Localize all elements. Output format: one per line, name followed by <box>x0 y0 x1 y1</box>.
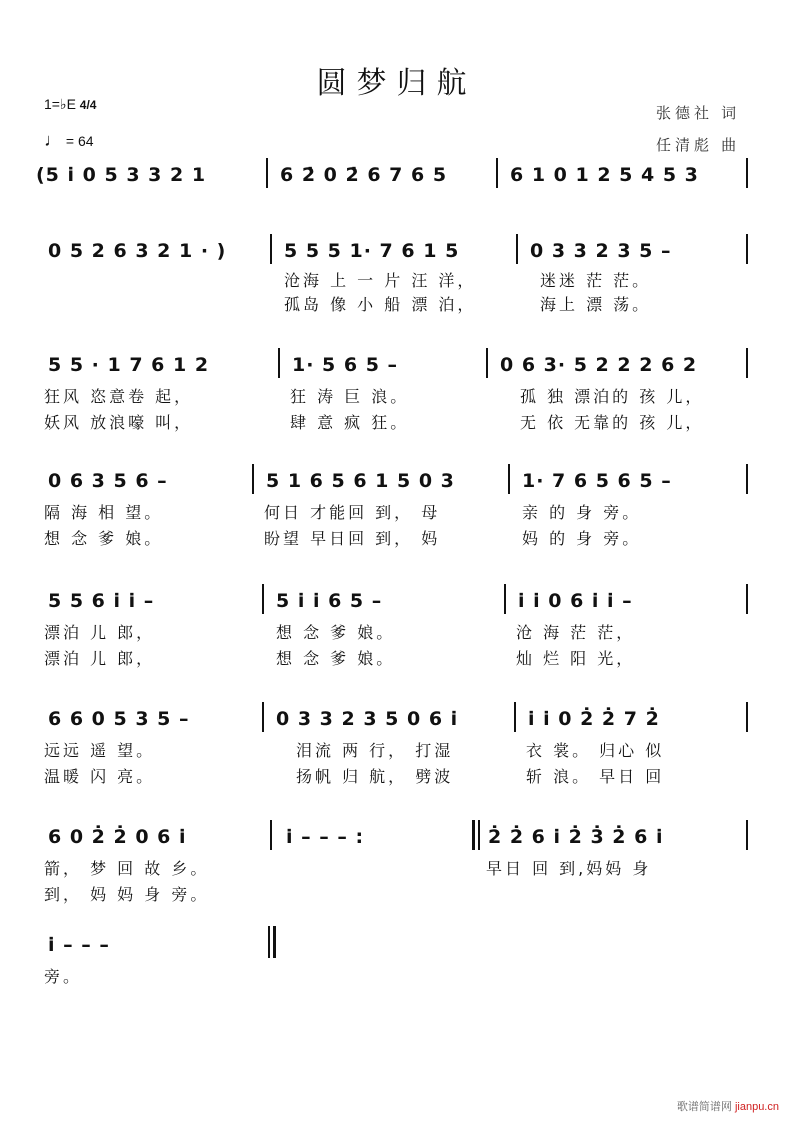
barline <box>508 464 510 494</box>
lyric-verse-2: 无 依 无靠的 孩 儿， <box>520 413 705 432</box>
lyric-verse-1: 何日 才能回 到， 母 <box>264 503 441 522</box>
lyric-verse-2: 灿 烂 阳 光， <box>516 649 636 668</box>
barline <box>746 584 748 614</box>
lyric-verse-2: 想 念 爹 娘。 <box>44 529 164 548</box>
lyric-verse-2: 温暖 闪 亮。 <box>44 767 156 786</box>
lyric-verse-1: 沧海 上 一 片 汪 洋， <box>284 271 477 290</box>
time-signature: 4/4 <box>79 98 97 112</box>
lyric-verse-1: 沧 海 茫 茫， <box>516 623 636 642</box>
lyricist-credit: 张德社 词 <box>656 105 741 122</box>
measure: (5 i̇ 0 5 3 3 2 1 <box>36 164 207 186</box>
lyric-verse-2: 妈 的 身 旁。 <box>522 529 642 548</box>
measure: 5 5 5 1· 7 6 1 5 <box>284 240 460 262</box>
barline <box>746 158 748 188</box>
barline <box>266 158 268 188</box>
lyric-verse-1: 亲 的 身 旁。 <box>522 503 642 522</box>
barline <box>746 820 748 850</box>
watermark <box>677 1098 779 1114</box>
tempo-value: = 64 <box>65 133 94 149</box>
measure: 5 i̇ i̇ 6 5 – <box>276 590 383 612</box>
measure: 6 2̇ 0 2̇ 6 7 6 5 <box>280 164 448 186</box>
lyric-verse-1: 孤 独 漂泊的 孩 儿， <box>520 387 705 406</box>
measure: 0 3 3 2 3 5 – <box>530 240 672 262</box>
measure: 5 5 6 i̇ i̇ – <box>48 590 155 612</box>
watermark-site: 歌谱简谱网 <box>676 1101 732 1113</box>
measure: 6 1 0 1 2 5 4 5 3 <box>510 164 699 186</box>
barline <box>746 348 748 378</box>
measure: i̇ i̇ 0 2̇ 2̇ 7 2̇ <box>528 708 660 730</box>
lyric-verse-2: 到， 妈 妈 身 旁。 <box>44 885 210 904</box>
measure: i̇ – – – <box>48 934 110 956</box>
final-barline-thin <box>268 926 270 958</box>
measure: i̇ – – – : <box>286 826 365 848</box>
final-barline-thick <box>273 926 276 958</box>
lyric-verse-1: 箭， 梦 回 故 乡。 <box>44 859 210 878</box>
barline <box>478 820 480 850</box>
lyric-verse-1: 想 念 爹 娘。 <box>276 623 396 642</box>
lyric-verse-1: 狂风 恣意卷 起， <box>44 387 194 406</box>
tempo-marking <box>44 130 94 151</box>
lyric-verse-1: 旁。 <box>44 967 83 986</box>
key-signature <box>44 96 96 113</box>
barline <box>746 464 748 494</box>
measure: 0 6 3· 5 2 2 2 6 2 <box>500 354 698 376</box>
lyric-verse-1: 漂泊 儿 郎， <box>44 623 156 642</box>
lyric-verse-2: 扬帆 归 航， 劈波 <box>296 767 454 786</box>
measure: 6 0 2̇ 2̇ 0 6 i̇ <box>48 826 187 848</box>
lyric-verse-2: 漂泊 儿 郎， <box>44 649 156 668</box>
measure: i̇ i̇ 0 6 i̇ i̇ – <box>518 590 633 612</box>
lyric-verse-1: 隔 海 相 望。 <box>44 503 164 522</box>
repeat-barline <box>472 820 475 850</box>
measure: 1· 5 6 5 – <box>292 354 399 376</box>
barline <box>746 234 748 264</box>
lyric-verse-1: 衣 裳。 归心 似 <box>526 741 665 760</box>
key-label: 1=♭E <box>44 96 76 112</box>
lyric-verse-2: 妖风 放浪嚎 叫， <box>44 413 194 432</box>
quarter-note-icon: ♩ <box>44 130 62 150</box>
measure: 0 3 3 2 3 5 0 6 i̇ <box>276 708 459 730</box>
barline <box>252 464 254 494</box>
lyric-verse-1: 早日 回 到,妈妈 身 <box>486 859 652 878</box>
measure: 1· 7 6 5 6 5 – <box>522 470 672 492</box>
barline <box>262 584 264 614</box>
barline <box>746 702 748 732</box>
lyric-verse-2: 斩 浪。 早日 回 <box>526 767 665 786</box>
lyric-verse-1: 狂 涛 巨 浪。 <box>290 387 410 406</box>
barline <box>516 234 518 264</box>
lyric-verse-2: 盼望 早日回 到， 妈 <box>264 529 441 548</box>
lyric-verse-2: 海上 漂 荡。 <box>540 295 652 314</box>
song-title: 圆梦归航 <box>316 66 477 101</box>
measure: 0 5 2 6 3 2 1 · ) <box>48 240 227 262</box>
lyric-verse-2: 肆 意 疯 狂。 <box>290 413 410 432</box>
barline <box>504 584 506 614</box>
measure: 5 5 · 1 7 6 1 2 <box>48 354 210 376</box>
barline <box>278 348 280 378</box>
barline <box>270 820 272 850</box>
composer-credit: 任清彪 曲 <box>656 137 741 154</box>
lyric-verse-2: 孤岛 像 小 船 漂 泊， <box>284 295 477 314</box>
measure: 6 6 0 5 3 5 – <box>48 708 190 730</box>
barline <box>514 702 516 732</box>
measure: 2̇ 2̇ 6 i̇ 2̇ 3̇ 2̇ 6 i̇ <box>488 826 664 848</box>
lyric-verse-2: 想 念 爹 娘。 <box>276 649 396 668</box>
barline <box>270 234 272 264</box>
lyric-verse-1: 迷迷 茫 茫。 <box>540 271 652 290</box>
barline <box>262 702 264 732</box>
lyric-verse-1: 远远 遥 望。 <box>44 741 156 760</box>
lyric-verse-1: 泪流 两 行， 打湿 <box>296 741 454 760</box>
barline <box>496 158 498 188</box>
barline <box>486 348 488 378</box>
measure: 0 6 3 5 6 – <box>48 470 168 492</box>
watermark-url: jianpu.cn <box>734 1101 779 1113</box>
measure: 5 1 6 5 6 1 5 0 3 <box>266 470 455 492</box>
